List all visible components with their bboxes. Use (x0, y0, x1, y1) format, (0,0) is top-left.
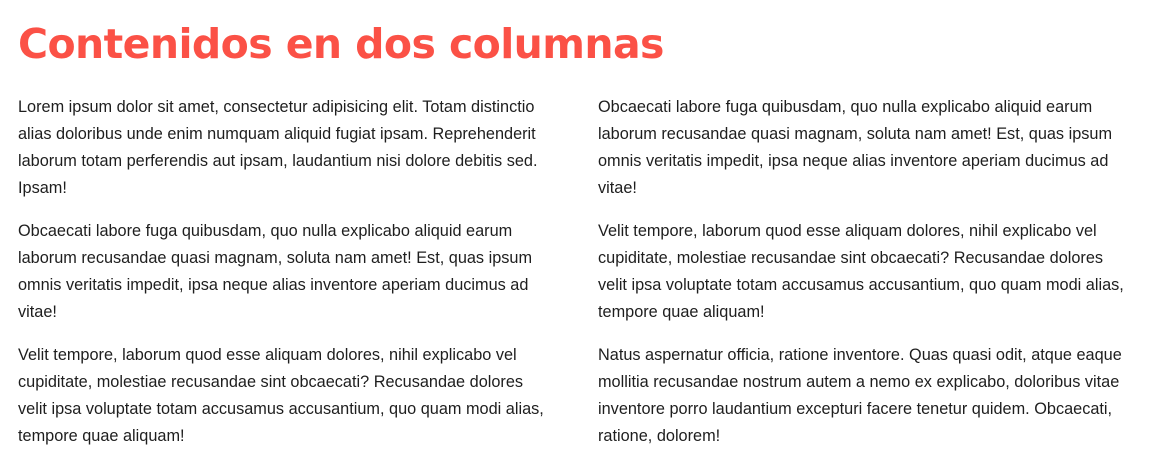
paragraph: Natus aspernatur officia, ratione inventore. Quas quasi odit, atque eaque mollitia recusandae nostrum autem a nemo ex explicabo, doloribus vitae inventore porro laudantium excepturi facere tenetur quidem. Obcaecati, ratione, dolorem! (598, 346, 1122, 445)
page-title: Contenidos en dos columnas (18, 20, 664, 68)
left-column (18, 94, 553, 466)
right-column (598, 94, 1133, 466)
paragraph: Obcaecati labore fuga quibusdam, quo nulla explicabo aliquid earum laborum recusandae quasi magnam, soluta nam amet! Est, quas ipsum omnis veritatis impedit, ipsa neque alias inventore aperiam ducimus ad vitae! (18, 222, 533, 321)
paragraph: Obcaecati labore fuga quibusdam, quo nulla explicabo aliquid earum laborum recusandae quasi magnam, soluta nam amet! Est, quas ipsum omnis veritatis impedit, ipsa neque alias inventore aperiam ducimus ad vitae! (598, 98, 1113, 197)
paragraph: Lorem ipsum dolor sit amet, consectetur adipisicing elit. Totam distinctio alias doloribus unde enim numquam aliquid fugiat ipsam. Reprehenderit laborum totam perferendis aut ipsam, laudantium nisi dolore debitis sed. Ipsam! (18, 98, 538, 197)
paragraph: Velit tempore, laborum quod esse aliquam dolores, nihil explicabo vel cupiditate, molestiae recusandae sint obcaecati? Recusandae dolores velit ipsa voluptate totam accusamus accusantium, quo quam modi alias, tempore quae aliquam! (598, 222, 1124, 321)
paragraph: Velit tempore, laborum quod esse aliquam dolores, nihil explicabo vel cupiditate, molestiae recusandae sint obcaecati? Recusandae dolores velit ipsa voluptate totam accusamus accusantium, quo quam modi alias, tempore quae aliquam! (18, 346, 544, 445)
page (18, 0, 1138, 445)
